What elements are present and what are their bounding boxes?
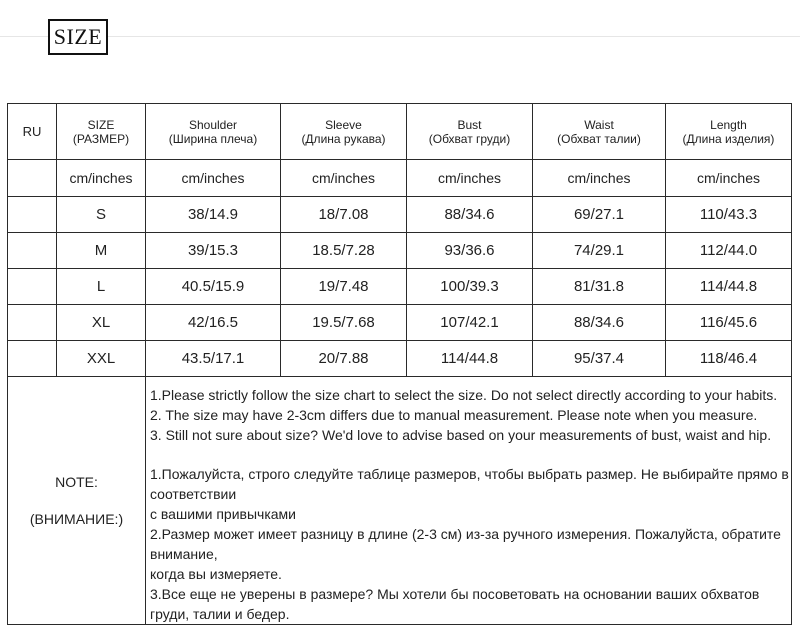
sleeve-cell: 19.5/7.68	[281, 305, 407, 341]
sleeve-cell: 20/7.88	[281, 341, 407, 377]
unit-cell	[8, 160, 57, 197]
table-row	[8, 233, 792, 269]
header-cell-sleeve: Sleeve (Длина рукава)	[281, 104, 407, 160]
unit-cell: cm/inches	[407, 160, 533, 197]
note-line: 1.Пожалуйста, строго следуйте таблице размеров, чтобы выбрать размер. Не выбирайте прямо в соответствии	[150, 466, 789, 502]
length-cell: 110/43.3	[666, 197, 792, 233]
unit-cell: cm/inches	[533, 160, 666, 197]
length-cell: 116/45.6	[666, 305, 792, 341]
waist-cell: 95/37.4	[533, 341, 666, 377]
header-divider	[0, 36, 800, 37]
shoulder-cell: 40.5/15.9	[146, 269, 281, 305]
header-row	[8, 104, 792, 160]
shoulder-cell: 43.5/17.1	[146, 341, 281, 377]
bust-cell: 88/34.6	[407, 197, 533, 233]
notes-cell	[146, 377, 792, 625]
unit-cell: cm/inches	[281, 160, 407, 197]
size-cell: XXL	[57, 341, 146, 377]
bust-cell: 114/44.8	[407, 341, 533, 377]
note-line: 2. The size may have 2-3cm differs due to manual measurement. Please note when you measure.	[150, 407, 758, 423]
header-cell-bust: Bust (Обхват груди)	[407, 104, 533, 160]
note-line: когда вы измеряете.	[150, 566, 282, 582]
ru-cell	[8, 197, 57, 233]
note-line: 3.Все еще не уверены в размере? Мы хотели бы посоветовать на основании ваших обхватов груди, талии и бедер.	[150, 586, 760, 622]
ru-cell	[8, 233, 57, 269]
bust-cell: 93/36.6	[407, 233, 533, 269]
table-row	[8, 197, 792, 233]
note-line: 1.Please strictly follow the size chart to select the size. Do not select directly according to your habits.	[150, 387, 778, 403]
sleeve-cell: 18.5/7.28	[281, 233, 407, 269]
unit-cell: cm/inches	[146, 160, 281, 197]
note-label-cell	[8, 377, 146, 625]
ru-cell	[8, 269, 57, 305]
note-spacer	[150, 445, 791, 464]
header-cell-length: Length (Длина изделия)	[666, 104, 792, 160]
length-cell: 112/44.0	[666, 233, 792, 269]
unit-cell: cm/inches	[666, 160, 792, 197]
sleeve-cell: 19/7.48	[281, 269, 407, 305]
header-cell-ru: RU	[8, 104, 57, 160]
size-cell: S	[57, 197, 146, 233]
size-title: SIZE	[53, 24, 103, 49]
shoulder-cell: 38/14.9	[146, 197, 281, 233]
waist-cell: 81/31.8	[533, 269, 666, 305]
shoulder-cell: 39/15.3	[146, 233, 281, 269]
note-label-ru: (ВНИМАНИЕ:)	[29, 511, 124, 527]
ru-cell	[8, 305, 57, 341]
size-cell: L	[57, 269, 146, 305]
header-cell-shoulder: Shoulder (Ширина плеча)	[146, 104, 281, 160]
header-cell-size: SIZE (РАЗМЕР)	[57, 104, 146, 160]
notes-row	[8, 377, 792, 625]
length-cell: 118/46.4	[666, 341, 792, 377]
unit-cell: cm/inches	[57, 160, 146, 197]
waist-cell: 69/27.1	[533, 197, 666, 233]
header-cell-waist: Waist (Обхват талии)	[533, 104, 666, 160]
sleeve-cell: 18/7.08	[281, 197, 407, 233]
size-cell: M	[57, 233, 146, 269]
note-line: 2.Размер может имеет разницу в длине (2-3 см) из-за ручного измерения. Пожалуйста, обратите внимание,	[150, 526, 781, 562]
table-row	[8, 341, 792, 377]
note-line: с вашими привычками	[150, 506, 296, 522]
waist-cell: 88/34.6	[533, 305, 666, 341]
ru-cell	[8, 341, 57, 377]
size-title-box	[48, 19, 108, 55]
size-cell: XL	[57, 305, 146, 341]
length-cell: 114/44.8	[666, 269, 792, 305]
waist-cell: 74/29.1	[533, 233, 666, 269]
size-chart-table	[7, 103, 792, 625]
table-row	[8, 305, 792, 341]
bust-cell: 100/39.3	[407, 269, 533, 305]
note-label: NOTE:	[55, 474, 98, 490]
table-row	[8, 269, 792, 305]
note-line: 3. Still not sure about size? We'd love to advise based on your measurements of bust, waist and hip.	[150, 427, 772, 443]
units-row	[8, 160, 792, 197]
bust-cell: 107/42.1	[407, 305, 533, 341]
shoulder-cell: 42/16.5	[146, 305, 281, 341]
